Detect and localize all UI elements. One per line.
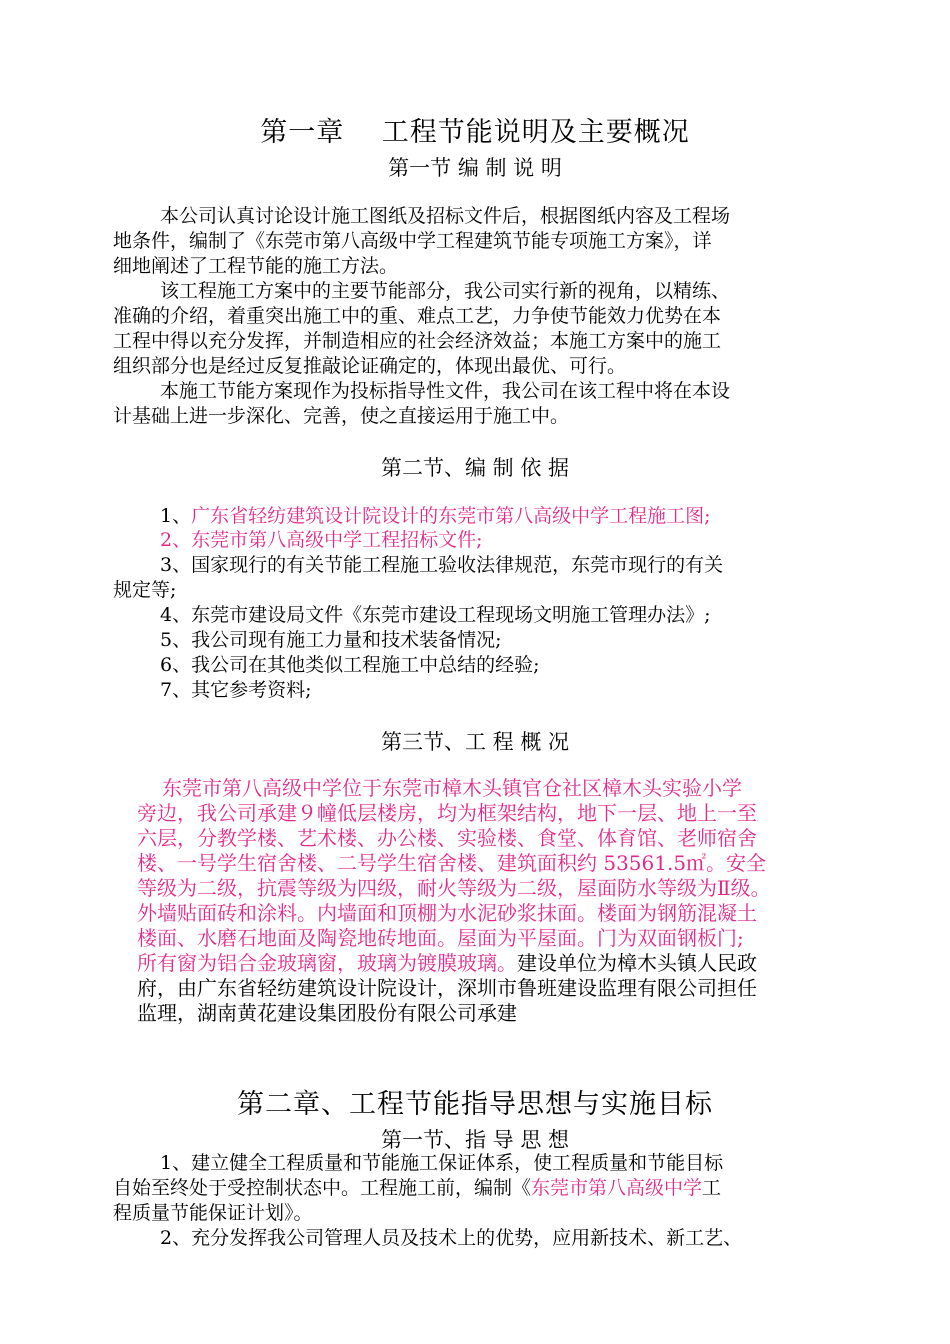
basis-item-2: 2、东莞市第八高级中学工程招标文件; (160, 529, 483, 551)
guideline-item-2: 2、充分发挥我公司管理人员及技术上的优势，应用新技术、新工艺、 (160, 1227, 743, 1249)
basis-item-4: 4、东莞市建设局文件《东莞市建设工程现场文明施工管理办法》; (160, 604, 711, 626)
basis-item-1 (160, 504, 711, 528)
guideline-item-1-cont: 程质量节能保证计划》。 (113, 1202, 313, 1224)
section-1-title: 第一节 编 制 说 明 (388, 156, 562, 180)
basis-item-1-text: 广东省轻纺建筑设计院设计的东莞市第八高级中学工程施工图; (191, 505, 711, 527)
overview-line: 楼、一号学生宿舍楼、二号学生宿舍楼、建筑面积约 53561.5㎡。安全 (137, 851, 767, 875)
overview-line: 府，由广东省轻纺建筑设计院设计，深圳市鲁班建设监理有限公司担任 (137, 976, 757, 1000)
overview-line-highlight: 所有窗为铝合金玻璃窗，玻璃为镀膜玻璃。 (137, 951, 517, 975)
overview-line: 楼面、水磨石地面及陶瓷地砖地面。屋面为平屋面。门为双面钢板门; (137, 926, 744, 950)
overview-line (137, 951, 757, 975)
overview-line-plain: 建设单位为樟木头镇人民政 (517, 951, 757, 975)
chapter-2-section-1-title: 第一节、指 导 思 想 (380, 1128, 570, 1152)
paragraph-2-line: 该工程施工方案中的主要节能部分，我公司实行新的视角，以精练、 (160, 280, 731, 302)
overview-line: 监理，湖南黄花建设集团股份有限公司承建 (137, 1001, 517, 1025)
guideline-highlight: 东莞市第八高级中学 (531, 1177, 703, 1199)
paragraph-1-line: 地条件，编制了《东莞市第八高级中学工程建筑节能专项施工方案》，详 (113, 230, 712, 252)
chapter-1-title: 第一章 工程节能说明及主要概况 (260, 117, 690, 148)
paragraph-3-line: 本施工节能方案现作为投标指导性文件，我公司在该工程中将在本设 (160, 380, 731, 402)
guideline-text: 工 (702, 1177, 722, 1199)
basis-item-6: 6、我公司在其他类似工程施工中总结的经验; (160, 654, 540, 676)
paragraph-2-line: 准确的介绍，着重突出施工中的重、难点工艺，力争使节能效力优势在本 (113, 305, 722, 327)
paragraph-2-line: 工程中得以充分发挥，并制造相应的社会经济效益；本施工方案中的施工 (113, 330, 722, 352)
overview-line: 外墙贴面砖和涂料。内墙面和顶棚为水泥砂浆抹面。楼面为钢筋混凝土 (137, 901, 757, 925)
guideline-item-1-cont (113, 1176, 721, 1200)
paragraph-2-line: 组织部分也是经过反复推敲论证确定的，体现出最优、可行。 (113, 355, 627, 377)
paragraph-3-line: 计基础上进一步深化、完善，使之直接运用于施工中。 (113, 405, 570, 427)
section-2-title: 第二节、编 制 依 据 (380, 456, 570, 480)
basis-item-3-cont: 规定等; (113, 579, 177, 601)
overview-line: 东莞市第八高级中学位于东莞市樟木头镇官仓社区樟木头实验小学 (162, 776, 742, 800)
guideline-item-1: 1、建立健全工程质量和节能施工保证体系，使工程质量和节能目标 (160, 1152, 724, 1174)
section-3-title: 第三节、工 程 概 况 (380, 730, 570, 754)
overview-line: 旁边，我公司承建９幢低层楼房，均为框架结构，地下一层、地上一至 (137, 801, 757, 825)
basis-item-5: 5、我公司现有施工力量和技术装备情况; (160, 629, 502, 651)
overview-line: 六层，分教学楼、艺术楼、办公楼、实验楼、食堂、体育馆、老师宿舍 (137, 826, 757, 850)
guideline-text: 自始至终处于受控制状态中。工程施工前，编制《 (113, 1177, 532, 1199)
basis-item-7: 7、其它参考资料; (160, 679, 312, 701)
chapter-2-title: 第二章、工程节能指导思想与实施目标 (237, 1089, 713, 1120)
basis-item-3: 3、国家现行的有关节能工程施工验收法律规范，东莞市现行的有关 (160, 554, 724, 576)
paragraph-1-line: 本公司认真讨论设计施工图纸及招标文件后，根据图纸内容及工程场 (160, 205, 731, 227)
paragraph-1-line: 细地阐述了工程节能的施工方法。 (113, 255, 399, 277)
overview-line: 等级为二级，抗震等级为四级，耐火等级为二级，屋面防水等级为Ⅱ级。 (137, 876, 771, 900)
basis-item-1-number: 1、 (160, 505, 192, 527)
